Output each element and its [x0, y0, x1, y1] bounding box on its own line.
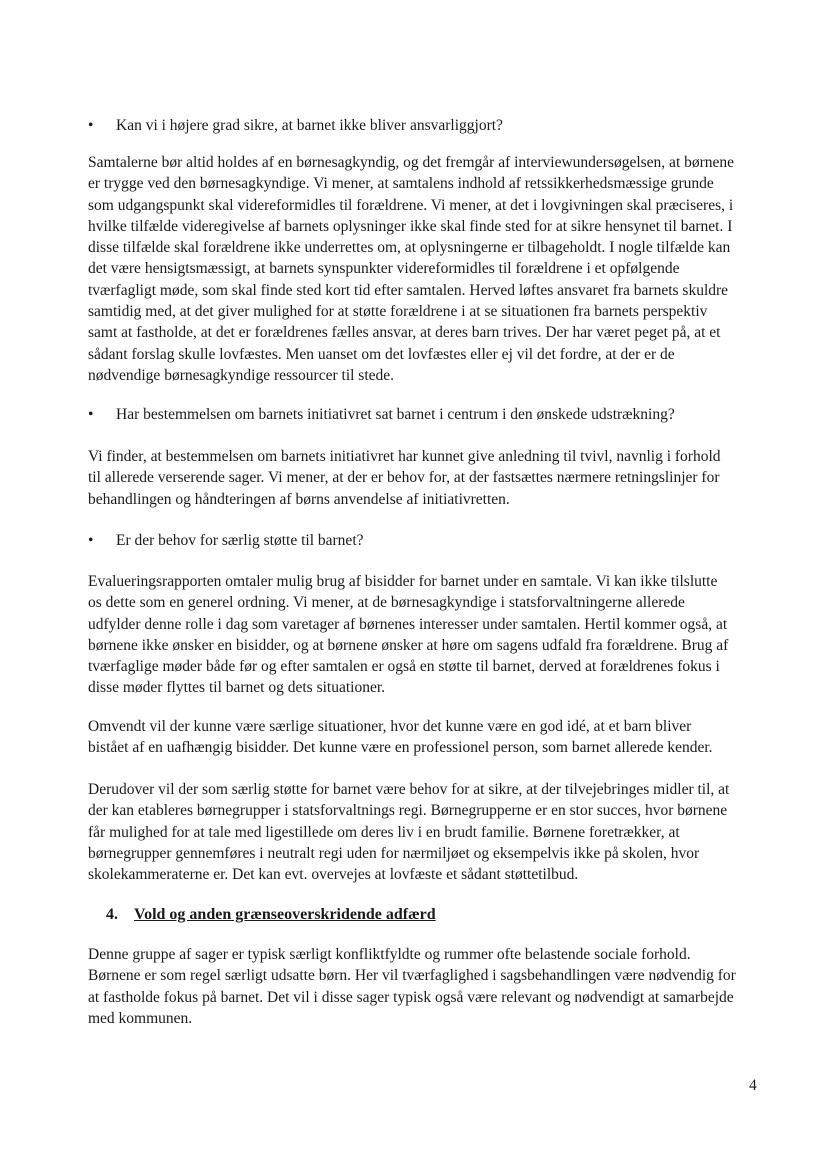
section-title: Vold og anden grænseoverskridende adfærd: [134, 906, 436, 923]
paragraph: [88, 446, 760, 510]
paragraph-line: nødvendige børnesagkyndige ressourcer til stede.: [88, 366, 395, 384]
paragraph-line: Samtalerne bør altid holdes af en børnesagkyndig, og det fremgår af interviewundersøgelsen, at børnene: [88, 154, 735, 171]
paragraph-line: Denne gruppe af sager er typisk særligt konfliktfyldte og rummer ofte belastende sociale forhold.: [88, 946, 691, 963]
paragraph-line: der kan etableres børnegrupper i statsforvaltnings regi. Børnegrupperne er en stor succes, hvor børnene: [88, 802, 728, 820]
bullet-text: Har bestemmelsen om barnets initiativret sat barnet i centrum i den ønskede udstrækning?: [116, 406, 675, 423]
section-number: 4.: [106, 906, 118, 923]
paragraph-line: skolekammeraterne er. Det kan evt. overvejes at lovfæste et sådant støttetilbud.: [88, 866, 579, 884]
bullet-symbol: •: [88, 532, 94, 549]
paragraph-line: til allerede verserende sager. Vi mener, at der er behov for, at der fastsættes nærmere retningslinjer for: [88, 469, 720, 487]
bullet-symbol: •: [88, 406, 94, 423]
paragraph-line: som udgangspunkt skal videreformidles til forældrene. Vi mener, at det i lovgivningen skal præciseres, i: [88, 196, 734, 214]
paragraph-line: sådant forslag skulle lovfæstes. Men uanset om det lovfæstes eller ej vil det fordre, at der er de: [88, 345, 675, 363]
paragraph-line: Vi finder, at bestemmelsen om barnets initiativret har kunnet give anledning til tvivl, navnlig i forhold: [88, 448, 721, 465]
paragraph-line: er trygge ved den børnesagkyndige. Vi mener, at samtalens indhold af retssikkerhedsmæssige grunde: [88, 175, 714, 193]
paragraph-line: disse møder flyttes til barnet og dets situationer.: [88, 679, 386, 697]
paragraph-line: med kommunen.: [88, 1009, 193, 1027]
bullet-text: Er der behov for særlig støtte til barnet?: [116, 532, 364, 549]
paragraph-line: Derudover vil der som særlig støtte for barnet være behov for at sikre, at der tilvejebringes midler til, at: [88, 781, 730, 798]
paragraph: [88, 779, 760, 885]
paragraph-line: bistået af en uafhængig bisidder. Det kunne være en professionel person, som barnet allerede kender.: [88, 739, 713, 757]
paragraph-line: samtidig med, at det giver mulighed for at støtte forældrene i at se situationen fra barnets perspektiv: [88, 303, 708, 321]
paragraph: [88, 571, 760, 699]
bullet-text: Kan vi i højere grad sikre, at barnet ikke bliver ansvarliggjort?: [116, 117, 503, 134]
paragraph-line: disse tilfælde skal forældrene ikke underrettes om, at oplysningerne er tilbageholdt. I nogle tilfælde kan: [88, 239, 731, 257]
paragraph-line: Børnene er som regel særligt udsatte børn. Her vil tværfaglighed i sagsbehandlingen være nødvendig for: [88, 967, 736, 985]
paragraph: [88, 944, 760, 1029]
paragraph-line: Evalueringsrapporten omtaler mulig brug af bisidder for barnet under en samtale. Vi kan ikke tilslutte: [88, 573, 718, 590]
paragraph-line: det være hensigtsmæssigt, at barnets synspunkter videreformidles til forældrene i et opfølgende: [88, 260, 680, 278]
paragraph-line: børnene ikke ønsker en bisidder, og at børnene ønsker at høre om sagens udfald fra forældrene. Brug af: [88, 636, 729, 654]
paragraph-line: tværfagligt møde, som skal finde sted kort tid efter samtalen. Herved løftes ansvaret fra barnets skuldre: [88, 281, 729, 299]
paragraph-line: udfylder denne rolle i dag som varetager af børnenes interesser under samtalen. Hertil kommer også, at: [88, 615, 728, 633]
paragraph-line: får mulighed for at tale med ligestillede om deres liv i en brudt familie. Børnene foretrækker, at: [88, 823, 680, 841]
paragraph-line: os dette som en generel ordning. Vi mener, at de børnesagkyndige i statsforvaltningerne allerede: [88, 594, 685, 612]
paragraph-line: Omvendt vil der kunne være særlige situationer, hvor det kunne være en god idé, at et barn bliver: [88, 718, 692, 735]
paragraph-line: tværfaglige møder både før og efter samtalen er også en støtte til barnet, derved at forældrenes fokus i: [88, 658, 720, 676]
section-heading: [106, 904, 436, 925]
page-number: 4: [749, 1077, 757, 1094]
paragraph-line: hvilke tilfælde videregivelse af barnets oplysninger ikke skal finde sted for at sikre hensynet til barnet. I: [88, 217, 733, 235]
paragraph-line: samt at fastholde, at det er forældrenes fælles ansvar, at deres barn trives. Der har været peget på, at et: [88, 324, 721, 342]
paragraph-line: børnegrupper gennemføres i neutralt regi uden for nærmiljøet og eksempelvis ikke på skolen, hvor: [88, 844, 700, 862]
paragraph-line: behandlingen og håndteringen af børns anvendelse af initiativretten.: [88, 490, 510, 508]
paragraph: [88, 716, 760, 759]
paragraph-line: at fastholde fokus på barnet. Det vil i disse sager typisk også være relevant og nødvendigt at samarbejde: [88, 988, 734, 1006]
bullet-symbol: •: [88, 117, 94, 134]
paragraph: [88, 152, 760, 386]
